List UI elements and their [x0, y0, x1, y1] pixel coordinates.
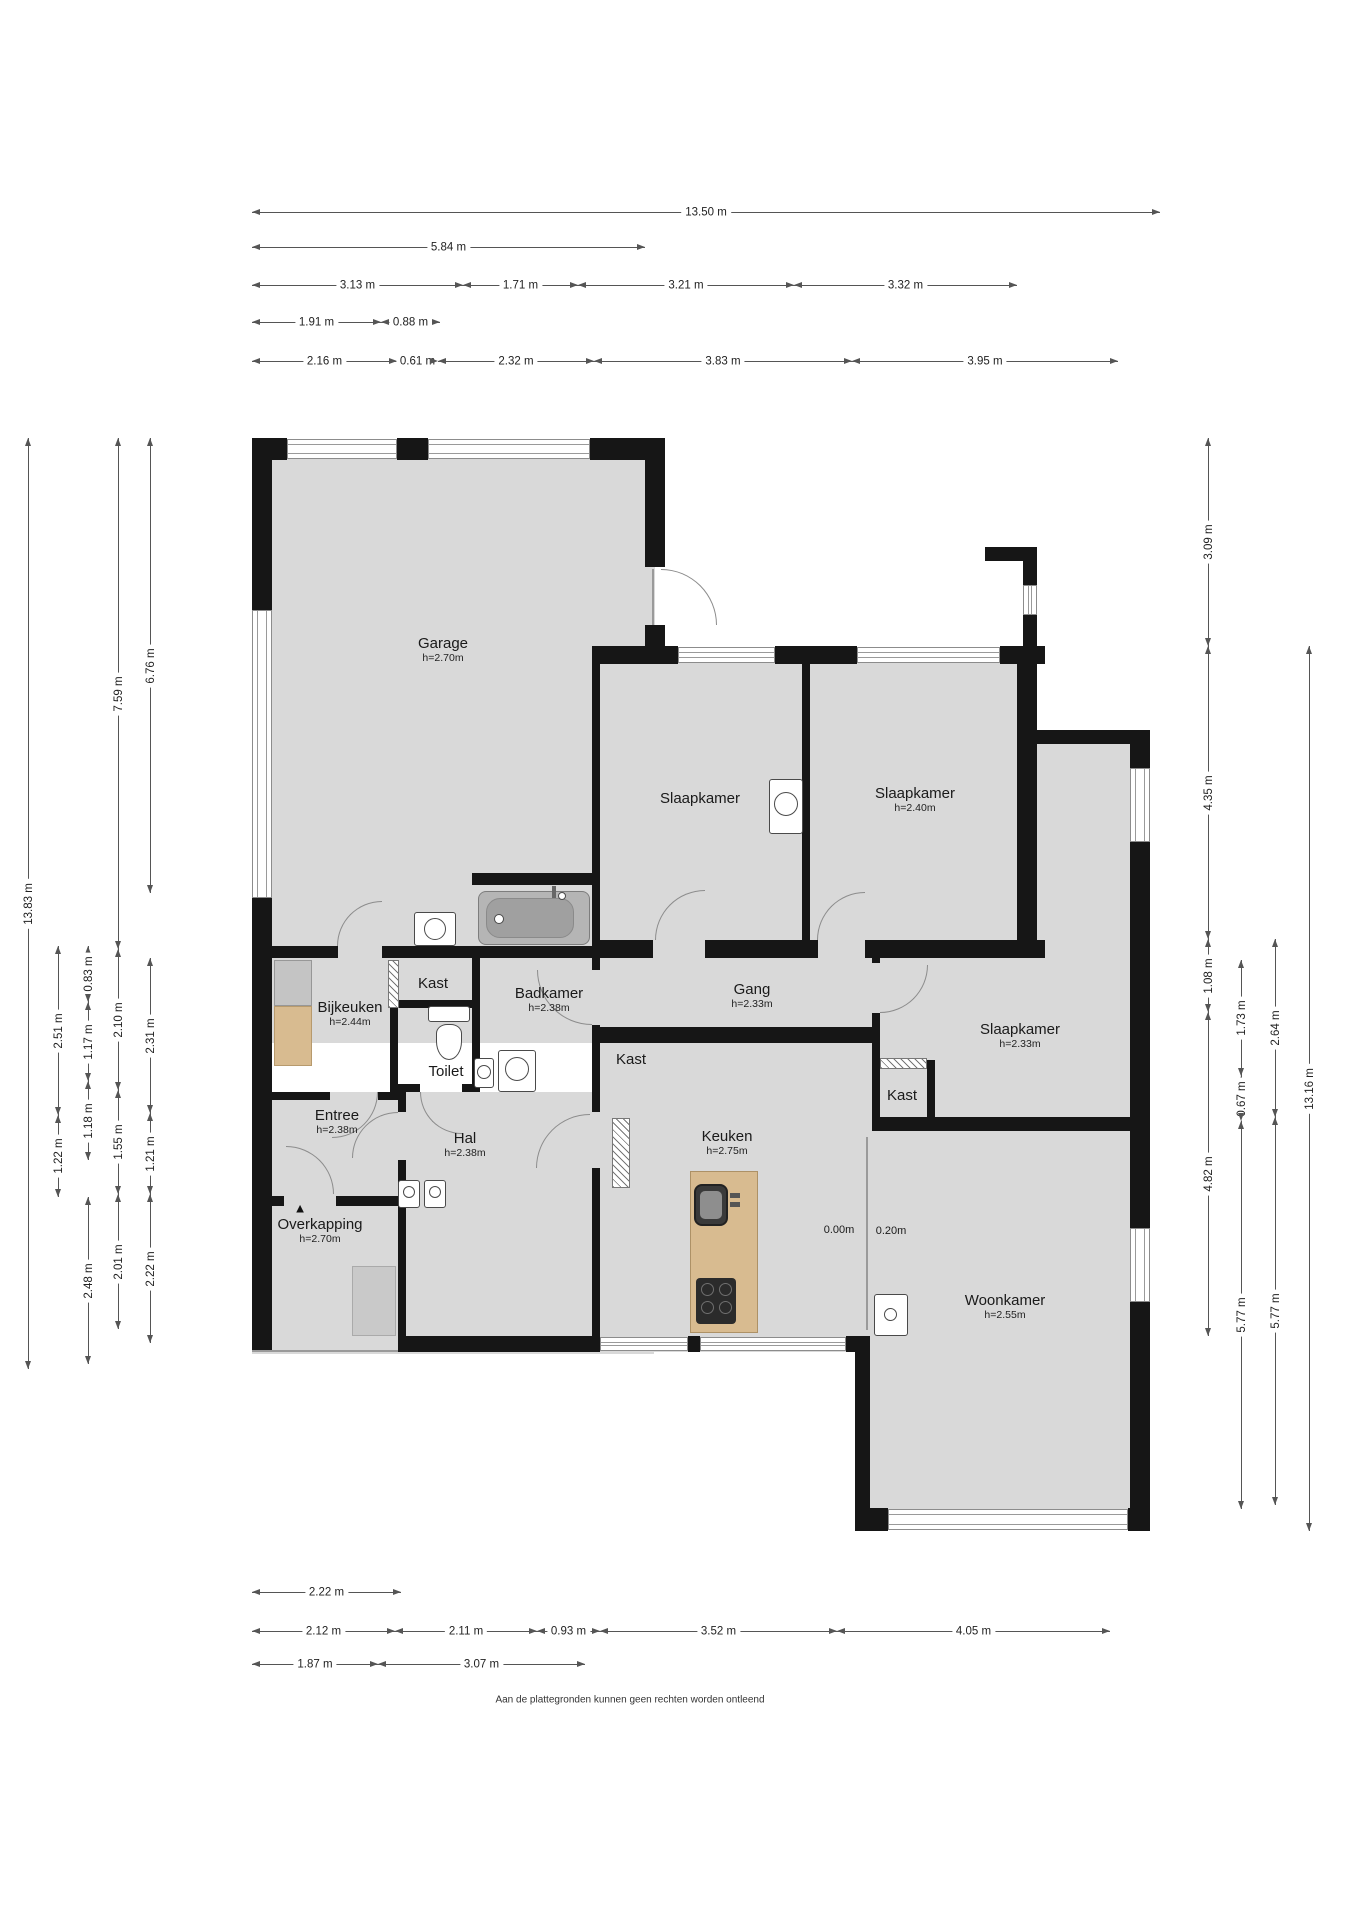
window	[600, 1337, 688, 1351]
dimension-line	[23, 438, 35, 1369]
dimension-line	[113, 1194, 125, 1329]
wall	[252, 1196, 284, 1206]
wall	[705, 940, 818, 958]
cooktop-burner	[701, 1301, 714, 1314]
window	[1130, 768, 1150, 842]
window	[700, 1337, 846, 1351]
dimension-label: 1.21 m	[145, 1132, 157, 1175]
window	[1023, 585, 1037, 615]
wall	[855, 1508, 888, 1531]
dimension-label: 3.07 m	[460, 1659, 503, 1671]
wall	[398, 1084, 420, 1092]
dimension-label: 2.32 m	[494, 356, 537, 368]
wall	[1130, 1302, 1150, 1531]
dimension-line	[145, 1113, 157, 1194]
dimension-label: 13.50 m	[681, 207, 731, 219]
room-label-gang: Gang h=2.33m	[731, 980, 773, 1010]
dimension-label: 4.35 m	[1203, 771, 1215, 814]
wall	[592, 1025, 600, 1112]
dimension-line	[463, 279, 578, 292]
dimension-label: 2.16 m	[303, 356, 346, 368]
dimension-line	[1236, 1121, 1248, 1509]
floor-step-line	[866, 1137, 868, 1330]
counter-wood	[274, 1006, 312, 1066]
wall	[1130, 1117, 1150, 1228]
corner-sink-bowl	[477, 1065, 491, 1079]
bathtub-faucet	[552, 886, 556, 898]
dimension-label: 2.31 m	[145, 1014, 157, 1057]
dimension-label: 13.16 m	[1304, 1064, 1316, 1114]
dimension-label: 3.21 m	[664, 280, 707, 292]
wall	[688, 1336, 700, 1352]
room-label-slaapkamer-2: Slaapkamer h=2.40m	[874, 784, 956, 814]
door-leaf	[652, 569, 654, 625]
dimension-line	[594, 355, 852, 368]
room-label-garage: Garage h=2.70m	[417, 634, 469, 664]
dimension-label: 1.18 m	[83, 1099, 95, 1142]
dimension-label: 4.05 m	[952, 1626, 995, 1638]
dimension-line	[53, 946, 65, 1115]
dimension-label: 2.64 m	[1270, 1006, 1282, 1049]
dimension-line	[252, 206, 1160, 219]
room-label-kast-2: Kast	[615, 1050, 647, 1068]
wall	[1128, 1508, 1150, 1531]
wall	[592, 940, 653, 958]
dimension-label: 5.84 m	[427, 242, 470, 254]
dimension-label: 2.22 m	[145, 1247, 157, 1290]
dimension-label: 2.10 m	[113, 998, 125, 1041]
wall	[390, 1008, 398, 1092]
wall	[378, 1092, 398, 1100]
dimension-label: 13.83 m	[23, 879, 35, 929]
dimension-line	[537, 1625, 600, 1638]
wall	[1017, 646, 1037, 940]
window	[857, 647, 1000, 663]
wall	[472, 873, 600, 885]
dimension-line	[1270, 939, 1282, 1117]
wall	[775, 646, 857, 664]
wall	[252, 438, 272, 610]
wall	[1023, 615, 1037, 646]
wall	[927, 1060, 935, 1117]
dimension-line	[1203, 438, 1215, 646]
wall	[252, 1092, 330, 1100]
disclaimer-text: Aan de plattegronden kunnen geen rechten worden ontleend	[495, 1694, 765, 1706]
window	[252, 610, 272, 898]
wall	[462, 1084, 472, 1092]
wall	[855, 1336, 870, 1531]
room-label-hal: Hal h=2.38m	[444, 1129, 486, 1159]
counter	[274, 960, 312, 1006]
cooktop-burner	[719, 1301, 732, 1314]
wall	[336, 1196, 406, 1206]
dimension-line	[397, 355, 438, 368]
dimension-label: 2.12 m	[302, 1626, 345, 1638]
annotation-level-keuken: 0.00m	[823, 1224, 855, 1236]
dimension-label: 3.95 m	[963, 356, 1006, 368]
wall	[1023, 547, 1037, 585]
dimension-line	[83, 1197, 95, 1364]
dimension-line	[252, 1586, 401, 1599]
dimension-line	[1203, 646, 1215, 939]
wall	[592, 664, 600, 970]
bathtub-drain	[494, 914, 504, 924]
room-label-overkapping: Overkapping h=2.70m	[277, 1215, 363, 1245]
dimension-label: 2.11 m	[445, 1626, 487, 1638]
dimension-line	[252, 316, 381, 329]
cooktop-burner	[719, 1283, 732, 1296]
folding-door	[388, 960, 399, 1008]
floor-socket-circle	[429, 1186, 441, 1198]
dimension-line	[1304, 646, 1316, 1531]
cooktop-burner	[701, 1283, 714, 1296]
dimension-line	[1236, 960, 1248, 1076]
dimension-line	[1236, 1076, 1248, 1121]
dimension-label: 2.01 m	[113, 1240, 125, 1283]
wall	[872, 1117, 1132, 1131]
dimension-label: 5.77 m	[1236, 1293, 1248, 1336]
wall	[592, 1027, 880, 1043]
bathroom-sink-bowl	[505, 1057, 529, 1081]
window	[678, 647, 775, 663]
dimension-line	[837, 1625, 1110, 1638]
kitchen-tap	[730, 1202, 740, 1207]
toilet-cistern	[428, 1006, 470, 1022]
dimension-label: 1.08 m	[1203, 954, 1215, 997]
dimension-label: 3.09 m	[1203, 520, 1215, 563]
dimension-line	[395, 1625, 537, 1638]
wall	[872, 958, 880, 963]
dimension-label: 1.17 m	[83, 1020, 95, 1063]
dimension-label: 1.22 m	[53, 1134, 65, 1177]
floor-socket-circle	[403, 1186, 415, 1198]
wall	[865, 940, 1045, 958]
dimension-label: 0.83 m	[83, 952, 95, 995]
bedroom-sink-bowl	[774, 792, 798, 816]
wall	[397, 438, 428, 460]
window	[428, 439, 590, 459]
dimension-line	[252, 355, 397, 368]
toilet-bowl	[436, 1024, 462, 1060]
wall	[592, 1168, 600, 1336]
room-label-kast-1: Kast	[417, 974, 449, 992]
dimension-label: 1.55 m	[113, 1120, 125, 1163]
dimension-label: 3.13 m	[336, 280, 379, 292]
dimension-label: 0.93 m	[547, 1626, 590, 1638]
room-label-kast-3: Kast	[886, 1086, 918, 1104]
dimension-label: 3.52 m	[697, 1626, 740, 1638]
dimension-label: 3.32 m	[884, 280, 927, 292]
overkapping-edge	[252, 1350, 398, 1352]
dimension-label: 0.67 m	[1236, 1077, 1248, 1120]
wall	[398, 1336, 600, 1352]
dimension-line	[53, 1115, 65, 1197]
wall	[802, 664, 810, 940]
dimension-line	[600, 1625, 837, 1638]
dimension-label: 1.71 m	[499, 280, 542, 292]
dimension-line	[113, 438, 125, 949]
dimension-line	[252, 279, 463, 292]
room-label-toilet: Toilet	[428, 1062, 464, 1080]
washbasin-bowl	[424, 918, 446, 940]
room-floor	[872, 1043, 935, 1127]
kitchen-sink-basin	[700, 1191, 722, 1219]
wall	[252, 946, 338, 958]
window	[1130, 1228, 1150, 1302]
wall	[645, 438, 665, 567]
bathtub-knob	[558, 892, 566, 900]
dimension-line	[252, 1658, 378, 1671]
dimension-line	[252, 1625, 395, 1638]
dimension-line	[381, 316, 440, 329]
dimension-label: 0.88 m	[389, 317, 432, 329]
wall	[872, 1013, 880, 1068]
wall	[398, 1092, 406, 1112]
doormat	[352, 1266, 396, 1336]
dimension-line	[578, 279, 794, 292]
dimension-line	[83, 1002, 95, 1081]
dimension-label: 1.73 m	[1236, 996, 1248, 1039]
dimension-line	[1203, 939, 1215, 1012]
dimension-line	[145, 1194, 157, 1343]
dimension-line	[794, 279, 1017, 292]
window	[888, 1509, 1128, 1530]
dimension-label: 2.51 m	[53, 1009, 65, 1052]
room-label-badkamer: Badkamer h=2.38m	[514, 984, 584, 1014]
dimension-label: 5.77 m	[1270, 1289, 1282, 1332]
folding-door	[612, 1118, 630, 1188]
dimension-line	[378, 1658, 585, 1671]
dimension-line	[438, 355, 594, 368]
wall	[382, 946, 600, 958]
entrance-marker: ▲	[293, 1200, 307, 1216]
window	[287, 439, 397, 459]
room-label-slaapkamer-1: Slaapkamer	[659, 789, 741, 807]
room-label-entree: Entree h=2.38m	[314, 1106, 360, 1136]
dimension-label: 4.82 m	[1203, 1152, 1215, 1195]
dimension-label: 2.22 m	[305, 1587, 348, 1599]
room-label-slaapkamer-3: Slaapkamer h=2.33m	[979, 1020, 1061, 1050]
wall	[1130, 842, 1150, 1131]
room-label-woonkamer: Woonkamer h=2.55m	[964, 1291, 1046, 1321]
dimension-line	[145, 958, 157, 1113]
door-arc	[661, 569, 717, 625]
dimension-label: 7.59 m	[113, 672, 125, 715]
dimension-label: 6.76 m	[145, 644, 157, 687]
folding-door	[880, 1058, 927, 1069]
annotation-level-woonkamer: 0.20m	[875, 1225, 907, 1237]
dimension-line	[113, 1090, 125, 1194]
room-label-bijkeuken: Bijkeuken h=2.44m	[317, 998, 383, 1028]
dimension-label: 1.87 m	[293, 1659, 336, 1671]
dimension-line	[83, 1081, 95, 1160]
dimension-line	[1203, 1012, 1215, 1336]
dimension-label: 2.48 m	[83, 1259, 95, 1302]
dimension-line	[83, 946, 95, 1002]
dimension-label: 0.61 m	[396, 356, 439, 368]
wall	[252, 898, 272, 1352]
dimension-line	[852, 355, 1118, 368]
room-floor	[592, 656, 1037, 948]
stove-circle	[884, 1308, 897, 1321]
wall	[1130, 730, 1150, 768]
dimension-line	[113, 949, 125, 1090]
dimension-label: 3.83 m	[701, 356, 744, 368]
room-label-keuken: Keuken h=2.75m	[701, 1127, 753, 1157]
dimension-line	[1270, 1117, 1282, 1505]
wall	[592, 646, 678, 664]
wall	[398, 1196, 406, 1352]
dimension-label: 1.91 m	[295, 317, 338, 329]
dimension-line	[252, 241, 645, 254]
dimension-line	[145, 438, 157, 893]
kitchen-tap	[730, 1193, 740, 1198]
